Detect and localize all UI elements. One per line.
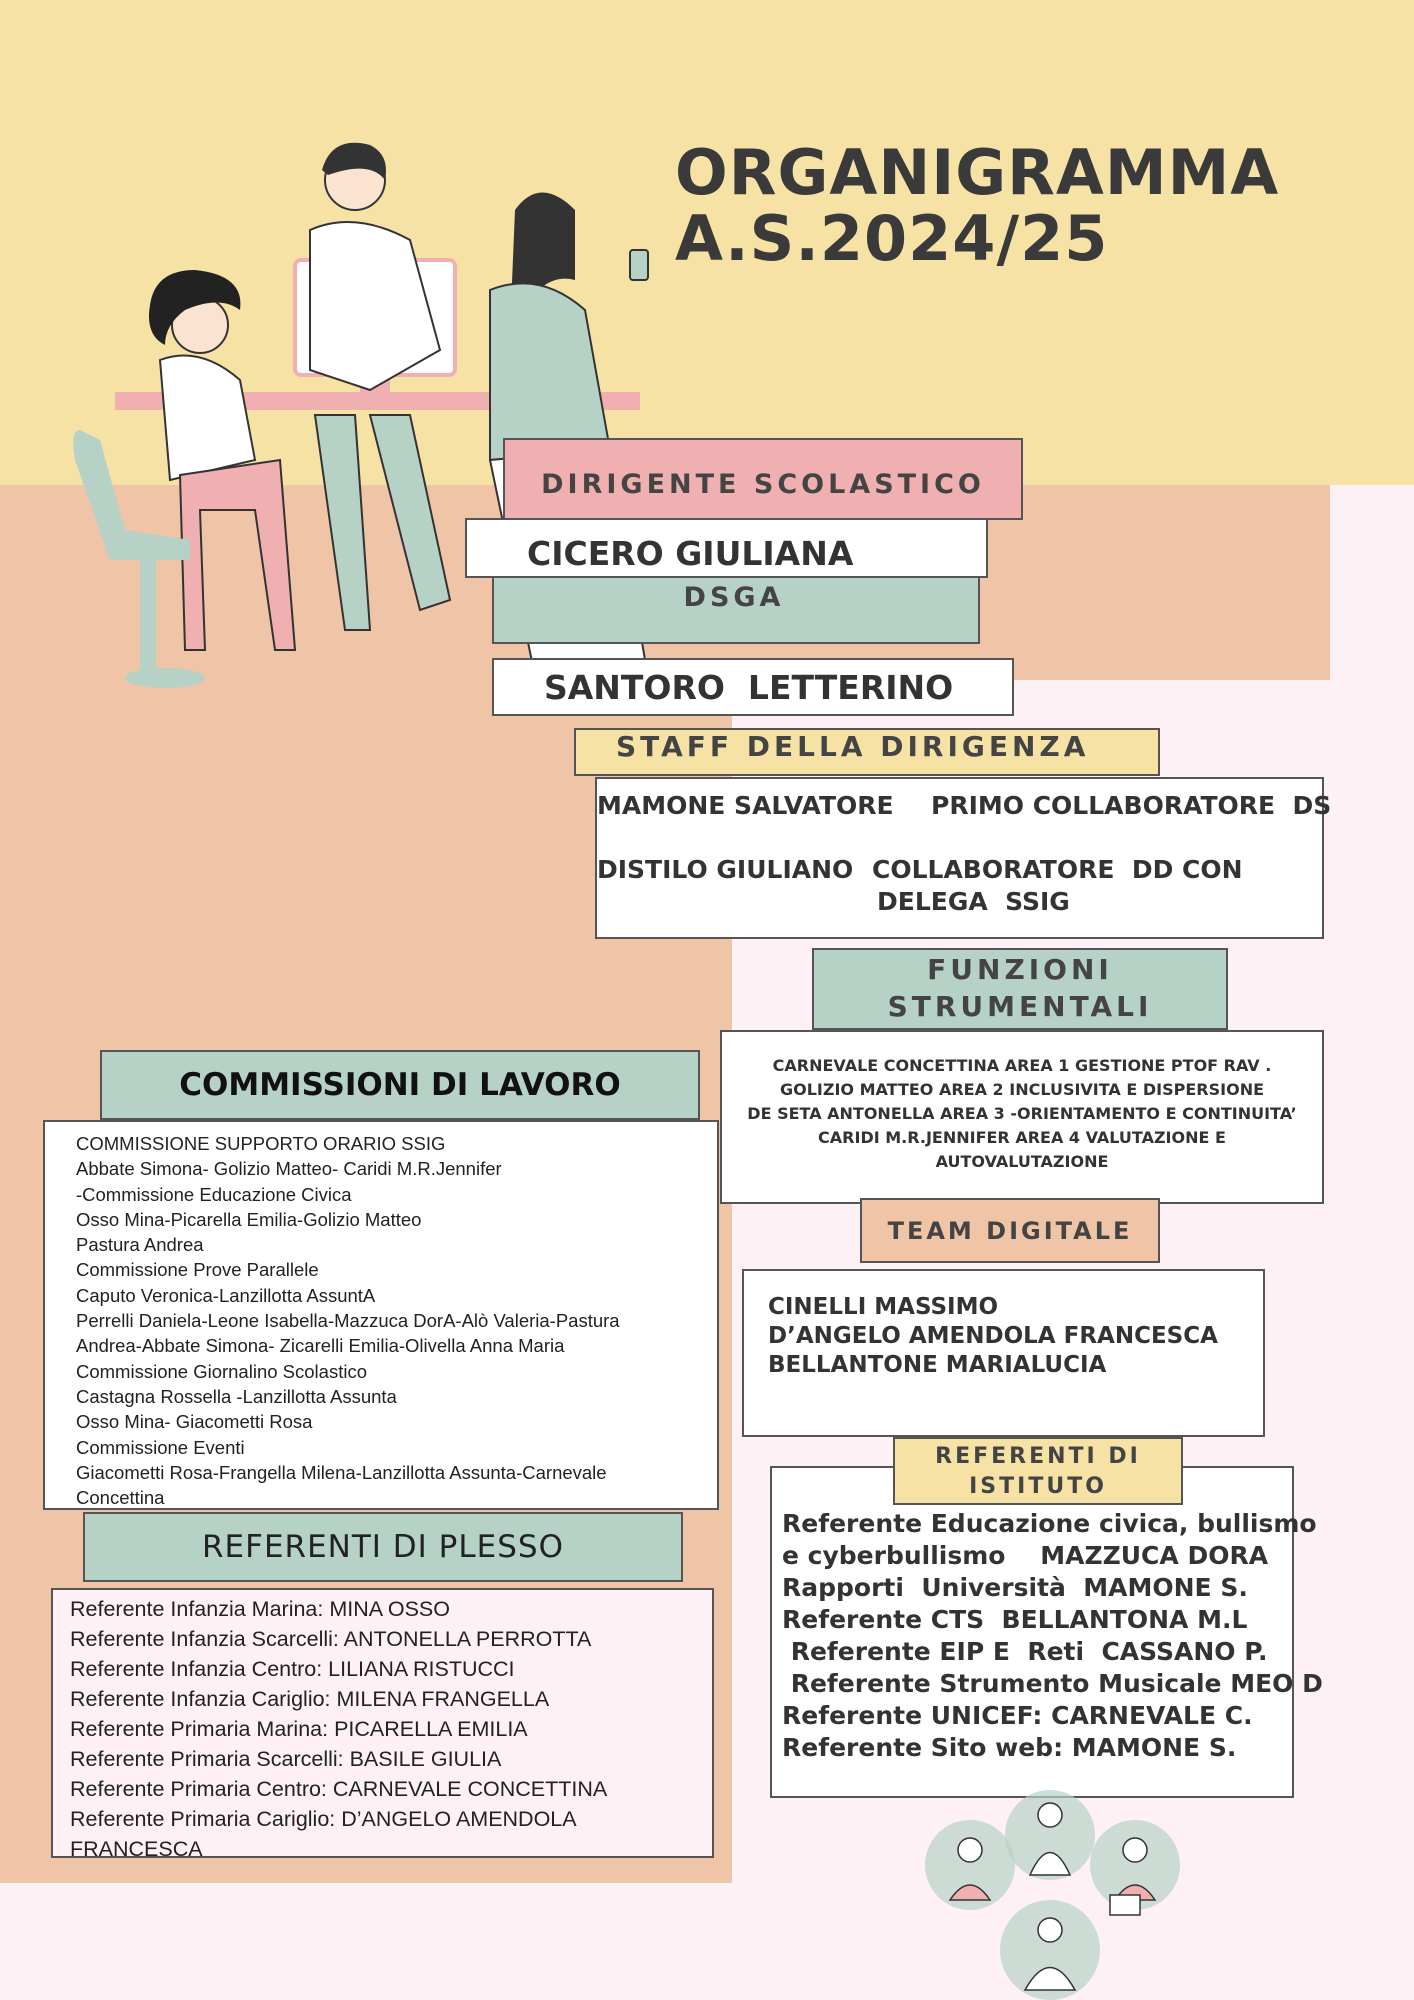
referente-istituto-7: Referente UNICEF: CARNEVALE C.: [782, 1701, 1253, 1730]
plesso-line-6: Referente Primaria Scarcelli: BASILE GIULIA: [70, 1747, 502, 1771]
referenti-istituto-header-line-1: REFERENTI DI: [935, 1444, 1141, 1469]
funzioni-item-5: AUTOVALUTAZIONE: [935, 1152, 1109, 1171]
funzioni-header-line-2: STRUMENTALI: [887, 990, 1153, 1023]
referente-istituto-6: Referente Strumento Musicale MEO D: [782, 1669, 1323, 1698]
team-list: [768, 1293, 1218, 1380]
commissioni-line-12: Osso Mina- Giacometti Rosa: [76, 1411, 313, 1433]
dirigente-header-label: DIRIGENTE SCOLASTICO: [541, 468, 985, 500]
commissioni-line-6: Commissione Prove Parallele: [76, 1259, 319, 1281]
dsga-name: SANTORO LETTERINO: [544, 668, 954, 707]
plesso-line-3: Referente Infanzia Centro: LILIANA RISTUCCI: [70, 1657, 515, 1681]
staff-member-2-role-cont: DELEGA SSIG: [877, 887, 1070, 916]
team-member-1: CINELLI MASSIMO: [768, 1294, 999, 1320]
funzioni-item-4: CARIDI M.R.JENNIFER AREA 4 VALUTAZIONE E: [818, 1128, 1226, 1147]
commissioni-header-label: COMMISSIONI DI LAVORO: [179, 1067, 621, 1103]
commissioni-line-10: Commissione Giornalino Scolastico: [76, 1360, 367, 1382]
team-member-3: BELLANTONE MARIALUCIA: [768, 1352, 1107, 1378]
commissioni-line-13: Commissione Eventi: [76, 1436, 245, 1458]
plesso-line-5: Referente Primaria Marina: PICARELLA EMILIA: [70, 1717, 528, 1741]
referenti-istituto-header: [893, 1437, 1183, 1505]
commissioni-line-4: Osso Mina-Picarella Emilia-Golizio Matteo: [76, 1208, 422, 1230]
dirigente-header: [503, 438, 1023, 520]
funzioni-item-3: DE SETA ANTONELLA AREA 3 -ORIENTAMENTO E CONTINUITA’: [747, 1104, 1297, 1123]
plesso-line-8: Referente Primaria Cariglio: D’ANGELO AMENDOLA: [70, 1807, 577, 1831]
title-line-1: ORGANIGRAMMA: [675, 136, 1280, 209]
referenti-istituto-header-line-2: ISTITUTO: [969, 1474, 1107, 1499]
background-blush-right: [1330, 585, 1414, 685]
commissioni-line-9: Andrea-Abbate Simona- Zicarelli Emilia-Olivella Anna Maria: [76, 1335, 565, 1357]
referente-istituto-4: Referente CTS BELLANTONA M.L: [782, 1605, 1248, 1634]
commissioni-line-14: Giacometti Rosa-Frangella Milena-Lanzillotta Assunta-Carnevale: [76, 1461, 607, 1483]
staff-member-1-name: MAMONE SALVATORE: [597, 791, 894, 820]
commissioni-line-1: COMMISSIONE SUPPORTO ORARIO SSIG: [76, 1133, 446, 1154]
team-member-2: D’ANGELO AMENDOLA FRANCESCA: [768, 1323, 1218, 1349]
plesso-line-2: Referente Infanzia Scarcelli: ANTONELLA PERROTTA: [70, 1627, 592, 1651]
staff-box: [595, 777, 1332, 939]
dirigente-name: CICERO GIULIANA: [527, 534, 854, 573]
referente-istituto-3: Rapporti Università MAMONE S.: [782, 1573, 1248, 1602]
team-box: [742, 1269, 1265, 1437]
referenti-istituto-list: [782, 1508, 1323, 1764]
commissioni-line-15: Concettina: [76, 1487, 165, 1509]
dsga-header: [492, 576, 980, 644]
referenti-istituto-box: [770, 1466, 1323, 1798]
team-circle-illustration: [910, 1785, 1200, 2000]
funzioni-box: [720, 1030, 1324, 1204]
commissioni-line-2: Abbate Simona- Golizio Matteo- Caridi M.R.Jennifer: [76, 1158, 502, 1180]
title-line-2: A.S.2024/25: [675, 202, 1109, 275]
plesso-line-4: Referente Infanzia Cariglio: MILENA FRANGELLA: [70, 1687, 550, 1711]
staff-header-label: STAFF DELLA DIRIGENZA: [616, 730, 1090, 763]
referente-istituto-5: Referente EIP E Reti CASSANO P.: [782, 1637, 1268, 1666]
plesso-box: [51, 1588, 714, 1861]
staff-header: [574, 728, 1160, 776]
commissioni-line-11: Castagna Rossella -Lanzillotta Assunta: [76, 1385, 397, 1407]
staff-member-2-name: DISTILO GIULIANO: [597, 855, 854, 884]
referente-istituto-8: Referente Sito web: MAMONE S.: [782, 1733, 1237, 1762]
commissioni-line-3: -Commissione Educazione Civica: [76, 1183, 352, 1205]
commissioni-line-8: Perrelli Daniela-Leone Isabella-Mazzuca DorA-Alò Valeria-Pastura: [76, 1310, 620, 1332]
referente-istituto-1: Referente Educazione civica, bullismo: [782, 1509, 1317, 1538]
commissioni-line-7: Caputo Veronica-Lanzillotta AssuntA: [76, 1284, 376, 1306]
plesso-line-1: Referente Infanzia Marina: MINA OSSO: [70, 1597, 450, 1621]
commissioni-list: [76, 1131, 620, 1510]
funzioni-item-1: CARNEVALE CONCETTINA AREA 1 GESTIONE PTOF RAV .: [772, 1056, 1272, 1075]
plesso-header-label: REFERENTI DI PLESSO: [202, 1529, 564, 1565]
dirigente-name-box: [465, 518, 988, 578]
funzioni-header-line-1: FUNZIONI: [927, 953, 1113, 986]
funzioni-item-2: GOLIZIO MATTEO AREA 2 INCLUSIVITA E DISPERSIONE: [779, 1080, 1265, 1099]
page-title: [675, 136, 1280, 275]
referente-istituto-2: e cyberbullismo MAZZUCA DORA: [782, 1541, 1269, 1570]
funzioni-header: [812, 948, 1228, 1030]
commissioni-line-5: Pastura Andrea: [76, 1234, 204, 1256]
plesso-line-9: FRANCESCA: [70, 1837, 203, 1861]
plesso-line-7: Referente Primaria Centro: CARNEVALE CONCETTINA: [70, 1777, 608, 1801]
staff-member-1-role: PRIMO COLLABORATORE DS: [931, 791, 1332, 820]
staff-member-2-role: COLLABORATORE DD CON: [872, 855, 1243, 884]
team-header: [860, 1198, 1160, 1263]
commissioni-header: [100, 1050, 700, 1120]
plesso-header: [83, 1512, 683, 1582]
team-header-label: TEAM DIGITALE: [887, 1216, 1133, 1245]
dsga-name-box: [492, 658, 1014, 716]
commissioni-box: [43, 1120, 719, 1510]
plesso-list: [70, 1594, 607, 1864]
dsga-header-label: DSGA: [683, 582, 785, 613]
funzioni-list: [722, 1054, 1322, 1174]
